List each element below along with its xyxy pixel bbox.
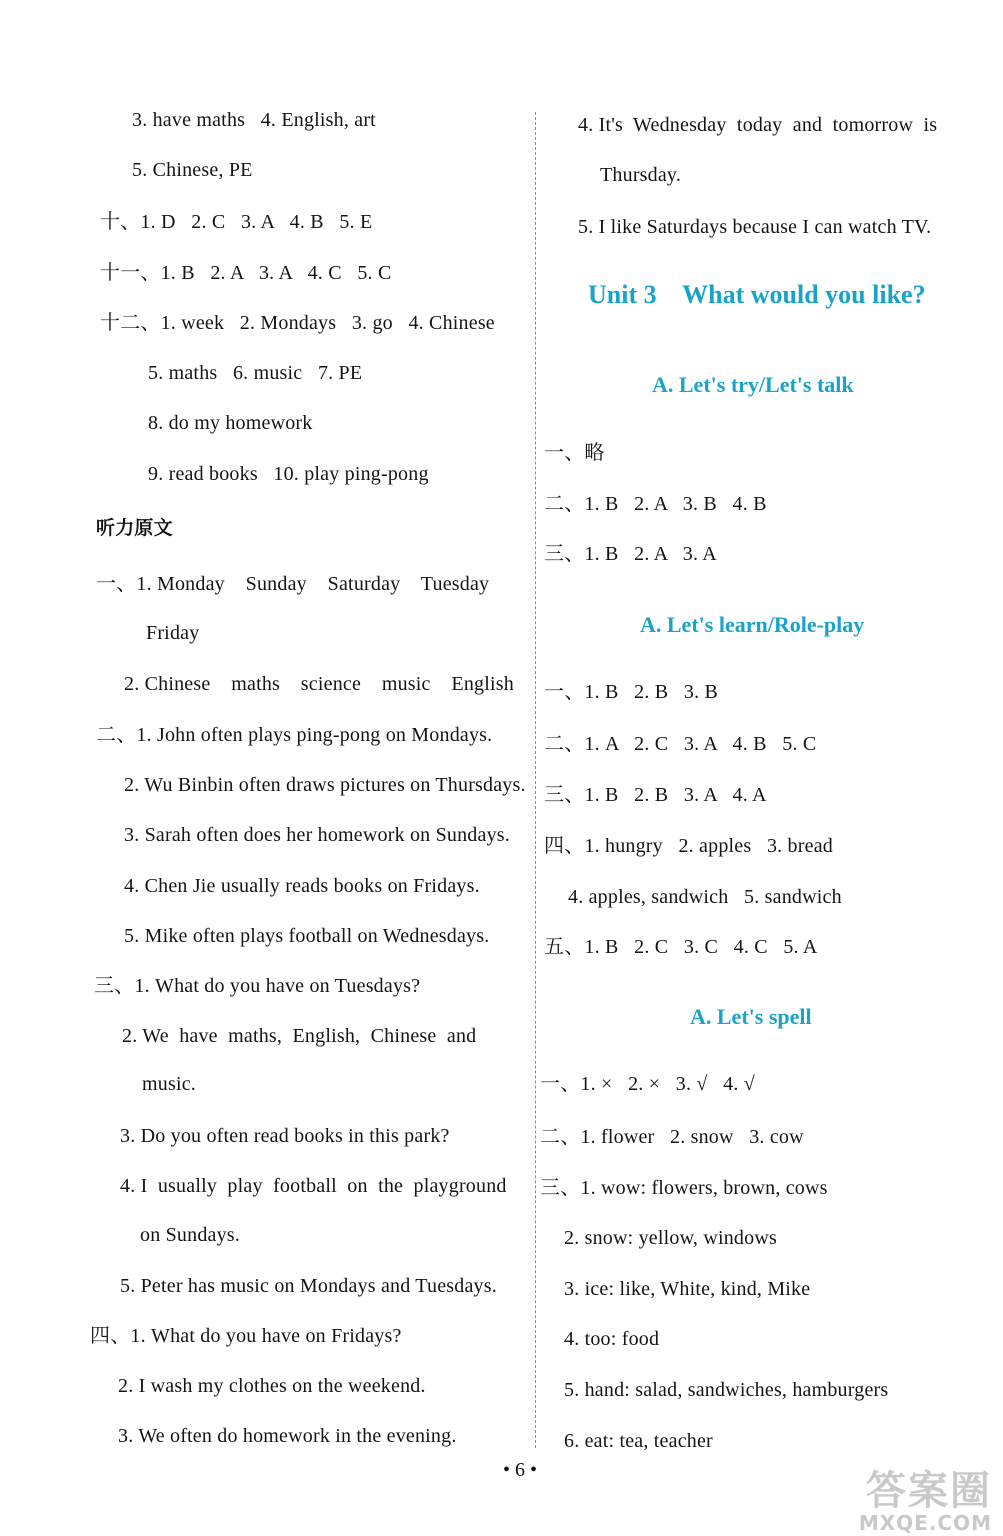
answer-line: 二、1. A 2. C 3. A 4. B 5. C [544,733,817,755]
section-title: A. Let's spell [690,1004,812,1029]
answer-line: 5. I like Saturdays because I can watch TV. [578,216,932,238]
answer-line: 2. snow: yellow, windows [564,1227,777,1249]
transcript-line: 3. We often do homework in the evening. [118,1425,457,1447]
transcript-line: 5. Peter has music on Mondays and Tuesdays. [120,1275,497,1297]
transcript-line: 2. Chinese maths science music English [124,673,514,695]
section-title: A. Let's try/Let's talk [652,372,854,397]
answer-line: 4. It's Wednesday today and tomorrow is [578,114,938,136]
transcript-line: 3. Sarah often does her homework on Sundays. [124,824,510,846]
transcript-line: 四、1. What do you have on Fridays? [90,1325,402,1347]
watermark-logo [820,1470,1000,1534]
transcript-line: 二、1. John often plays ping-pong on Mondays. [96,724,493,746]
answer-line: 四、1. hungry 2. apples 3. bread [544,835,833,857]
transcript-line: 3. Do you often read books in this park? [120,1125,450,1147]
answer-line: 5. Chinese, PE [132,159,253,181]
transcript-line: on Sundays. [140,1224,240,1246]
watermark-seal: 答案圈 [866,1468,992,1514]
answer-line: 4. too: food [564,1328,660,1350]
answer-line: 十、1. D 2. C 3. A 4. B 5. E [100,211,373,233]
answer-line: 9. read books 10. play ping-pong [148,463,429,485]
answer-line: 5. maths 6. music 7. PE [148,362,363,384]
transcript-line: 2. Wu Binbin often draws pictures on Thursdays. [124,774,526,796]
answer-line: 二、1. flower 2. snow 3. cow [540,1126,804,1148]
answer-line: 3. ice: like, White, kind, Mike [564,1278,811,1300]
listening-transcript-heading: 听力原文 [96,517,173,539]
answer-line: 6. eat: tea, teacher [564,1430,713,1452]
answer-line: 一、1. × 2. × 3. √ 4. √ [540,1073,755,1095]
answer-line: 十一、1. B 2. A 3. A 4. C 5. C [100,262,392,284]
transcript-line: 一、1. Monday Sunday Saturday Tuesday [96,573,490,595]
answer-line: 4. apples, sandwich 5. sandwich [568,886,842,908]
transcript-line: 5. Mike often plays football on Wednesdays. [124,925,490,947]
answer-line: 十二、1. week 2. Mondays 3. go 4. Chinese [100,312,495,334]
answer-line: 三、1. B 2. A 3. A [544,543,717,565]
transcript-line: 2. I wash my clothes on the weekend. [118,1375,426,1397]
transcript-line: 4. I usually play football on the playground [120,1175,507,1197]
answer-line: 五、1. B 2. C 3. C 4. C 5. A [544,936,818,958]
transcript-line: 4. Chen Jie usually reads books on Fridays. [124,875,480,897]
transcript-line: 2. We have maths, English, Chinese and [122,1025,477,1047]
transcript-line: Friday [146,622,200,644]
answer-line: 8. do my homework [148,412,313,434]
answer-line: 3. have maths 4. English, art [132,109,376,131]
answer-line: 一、略 [544,442,605,464]
answer-line: 三、1. B 2. B 3. A 4. A [544,784,767,806]
transcript-line: music. [142,1073,196,1095]
answer-line: 5. hand: salad, sandwiches, hamburgers [564,1379,889,1401]
unit-title: Unit 3 What would you like? [588,280,926,309]
column-divider [535,112,536,1448]
answer-line: 一、1. B 2. B 3. B [544,681,719,703]
answer-line: 三、1. wow: flowers, brown, cows [540,1177,828,1199]
transcript-line: 三、1. What do you have on Tuesdays? [94,975,421,997]
answer-line: 二、1. B 2. A 3. B 4. B [544,493,767,515]
answer-line: Thursday. [600,164,682,186]
section-title: A. Let's learn/Role-play [640,612,865,637]
page-number: • 6 • [502,1459,537,1481]
watermark-url: MXQE.COM [858,1511,992,1535]
